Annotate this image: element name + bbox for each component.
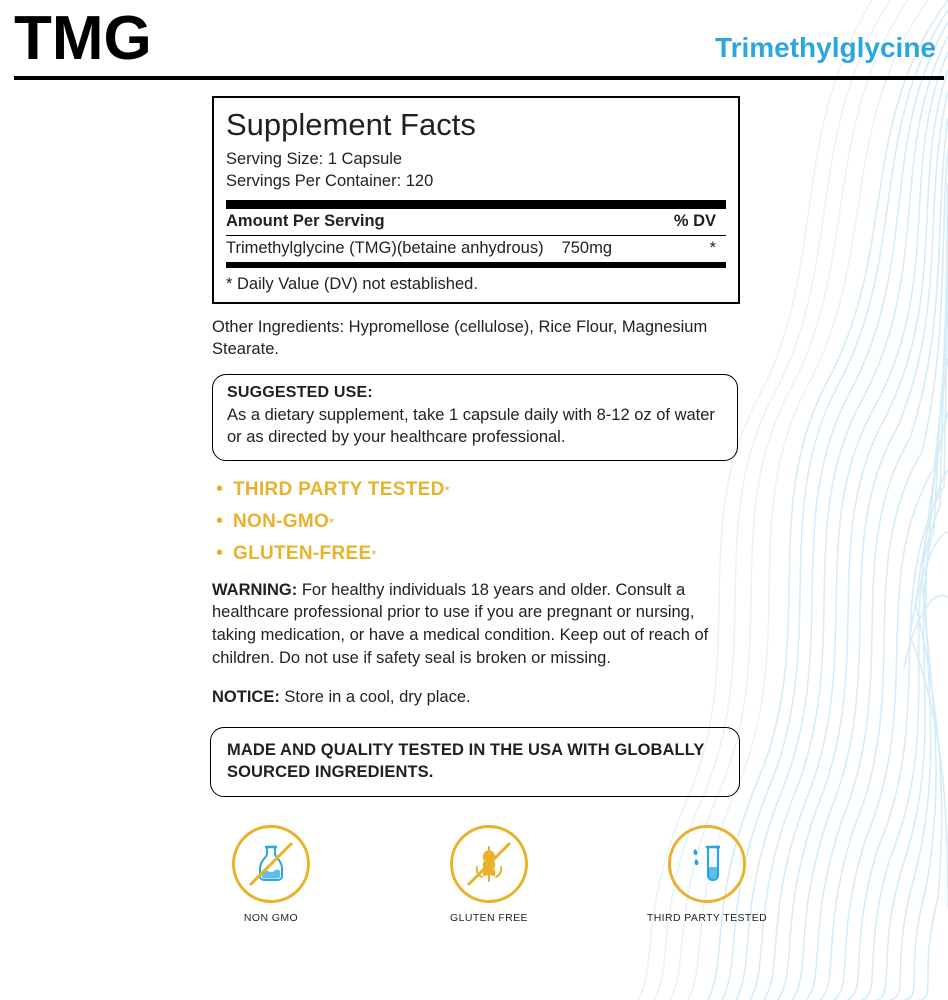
servings-per-container: Servings Per Container: 120: [226, 172, 434, 191]
ingredient-amount: 750mg: [561, 238, 613, 257]
bullet-icon: •: [216, 541, 224, 564]
asterisk-icon: *: [444, 482, 450, 498]
other-ingredients: Other Ingredients: Hypromellose (cellulose), Rice Flour, Magnesium Stearate.: [212, 317, 708, 358]
notice-body: Store in a cool, dry place.: [279, 687, 471, 706]
label-header: [0, 0, 948, 73]
feature-label-non-gmo: NON-GMO: [233, 510, 330, 532]
notice-text: [212, 688, 732, 707]
ingredient-dv: *: [709, 238, 716, 257]
bullet-icon: •: [216, 509, 224, 532]
warning-body: For healthy individuals 18 years and older. Consult a healthcare professional prior to use if you are pregnant or nursing, taking medication, or have a medical condition. Keep out of reach of children. Do not use if safety seal is broken or missing.: [212, 580, 709, 667]
badge-caption-non-gmo: NON GMO: [243, 912, 299, 925]
page-title: TMG: [14, 4, 152, 73]
label-body: [0, 80, 948, 925]
serving-size: Serving Size: 1 Capsule: [226, 150, 403, 169]
bullet-icon: •: [216, 477, 224, 500]
test-tube-glyph: [676, 833, 738, 895]
list-item: [216, 543, 948, 565]
percent-dv-header: % DV: [673, 211, 716, 230]
non-gmo-icon: [232, 825, 310, 903]
supplement-facts-panel: [212, 96, 740, 304]
suggested-use-text: As a dietary supplement, take 1 capsule daily with 8-12 oz of water or as directed by your healthcare professional.: [227, 406, 715, 447]
supplement-facts-title: Supplement Facts: [226, 107, 476, 142]
badge-third-party-tested: [632, 825, 782, 925]
made-in-usa-text: MADE AND QUALITY TESTED IN THE USA WITH GLOBALLY SOURCED INGREDIENTS.: [227, 740, 705, 782]
feature-label-gluten-free: GLUTEN-FREE: [233, 542, 372, 564]
gluten-free-icon: [450, 825, 528, 903]
amount-per-serving-header: Amount Per Serving: [226, 211, 385, 230]
badge-caption-gluten-free: GLUTEN FREE: [450, 912, 528, 925]
list-item: [216, 479, 948, 501]
feature-label-third-party-tested: THIRD PARTY TESTED: [233, 478, 445, 500]
certification-badges: [0, 825, 948, 925]
table-row: [226, 236, 726, 262]
daily-value-footnote: * Daily Value (DV) not established.: [226, 274, 478, 293]
notice-label: NOTICE:: [212, 687, 280, 706]
facts-header-row: [226, 209, 726, 235]
facts-divider-thick: [226, 200, 726, 209]
list-item: [216, 511, 948, 533]
non-gmo-glyph: [240, 833, 302, 895]
badge-caption-third-party-tested: THIRD PARTY TESTED: [646, 912, 768, 925]
asterisk-icon: *: [329, 514, 335, 530]
warning-label: WARNING:: [212, 580, 298, 599]
suggested-use-title: SUGGESTED USE:: [227, 384, 373, 402]
made-in-usa-box: [210, 727, 740, 798]
wheat-glyph: [458, 833, 520, 895]
ingredient-name: Trimethylglycine (TMG)(betaine anhydrous): [226, 238, 544, 257]
asterisk-icon: *: [371, 546, 377, 562]
badge-non-gmo: [196, 825, 346, 925]
product-subtitle: Trimethylglycine: [715, 32, 936, 63]
feature-list: [216, 479, 948, 565]
third-party-tested-icon: [668, 825, 746, 903]
badge-gluten-free: [414, 825, 564, 925]
suggested-use-box: [212, 374, 738, 461]
warning-text: [212, 579, 732, 670]
